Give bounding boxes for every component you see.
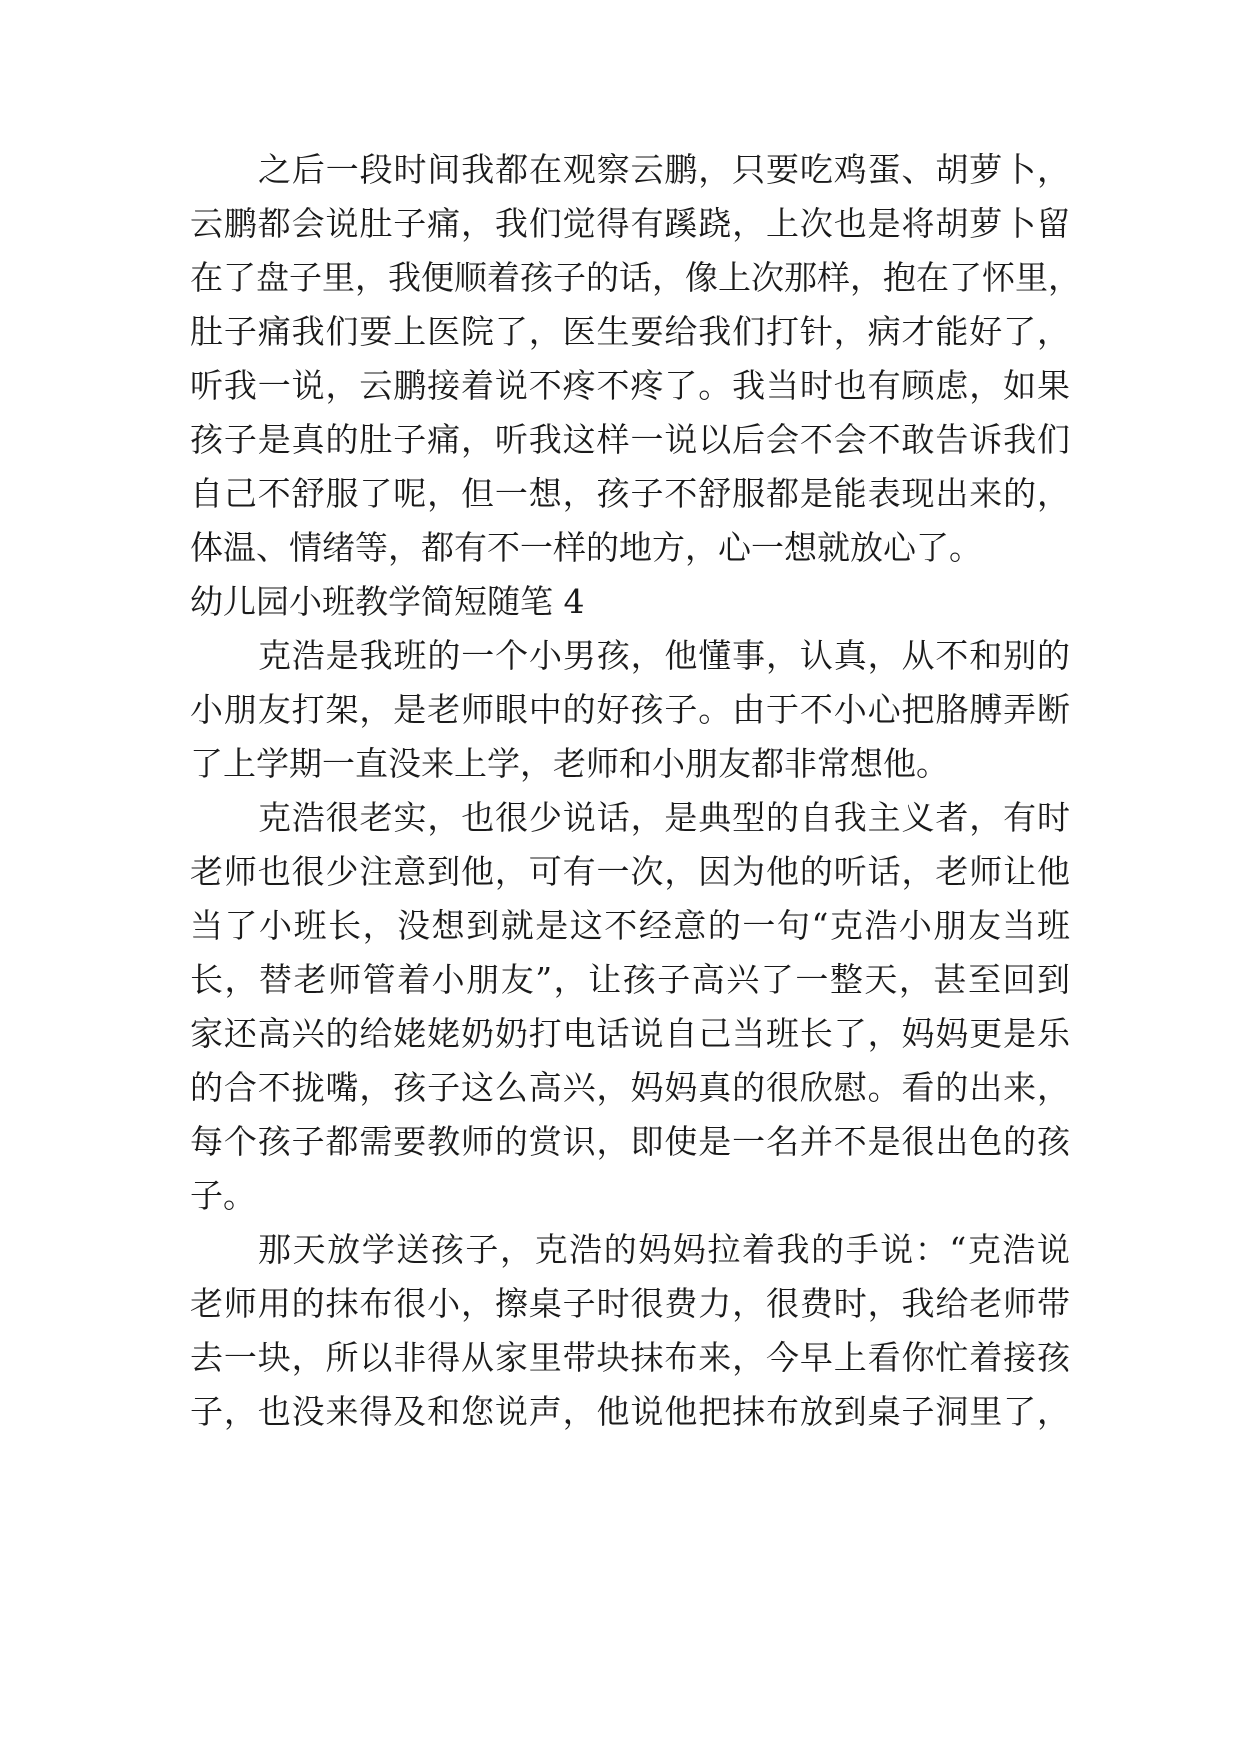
text-line: 老师用的抹布很小，擦桌子时很费力，很费时，我给老师带 [190,1284,1070,1323]
text-line: 体温、情绪等，都有不一样的地方，心一想就放心了。 [190,528,982,567]
text-line: 家还高兴的给姥姥奶奶打电话说自己当班长了，妈妈更是乐 [190,1014,1070,1053]
text-line: 当了小班长，没想到就是这不经意的一句“克浩小朋友当班 [190,906,1070,945]
text-line: 小朋友打架，是老师眼中的好孩子。由于不小心把胳膊弄断 [190,690,1070,729]
text-line: 孩子是真的肚子痛，听我这样一说以后会不会不敢告诉我们 [190,420,1070,459]
text-line: 云鹏都会说肚子痛，我们觉得有蹊跷，上次也是将胡萝卜留 [190,204,1070,243]
text-line: 那天放学送孩子，克浩的妈妈拉着我的手说：“克浩说 [258,1230,1070,1269]
text-line: 肚子痛我们要上医院了，医生要给我们打针，病才能好了， [190,312,1070,351]
text-line: 每个孩子都需要教师的赏识，即使是一名并不是很出色的孩 [190,1122,1070,1161]
text-line: 长，替老师管着小朋友”，让孩子高兴了一整天，甚至回到 [190,960,1070,999]
text-line: 在了盘子里，我便顺着孩子的话，像上次那样，抱在了怀里， [190,258,1081,297]
text-line: 老师也很少注意到他，可有一次，因为他的听话，老师让他 [190,852,1070,891]
section-heading: 幼儿园小班教学简短随笔 4 [190,582,585,621]
text-line: 子。 [190,1176,256,1215]
text-line: 克浩很老实，也很少说话，是典型的自我主义者，有时 [258,798,1070,837]
text-line: 之后一段时间我都在观察云鹏，只要吃鸡蛋、胡萝卜， [258,150,1070,189]
text-line: 了上学期一直没来上学，老师和小朋友都非常想他。 [190,744,949,783]
text-line: 子，也没来得及和您说声，他说他把抹布放到桌子洞里了， [190,1392,1070,1431]
text-line: 克浩是我班的一个小男孩，他懂事，认真，从不和别的 [258,636,1070,675]
text-line: 听我一说，云鹏接着说不疼不疼了。我当时也有顾虑，如果 [190,366,1070,405]
text-line: 的合不拢嘴，孩子这么高兴，妈妈真的很欣慰。看的出来， [190,1068,1070,1107]
text-line: 去一块，所以非得从家里带块抹布来，今早上看你忙着接孩 [190,1338,1070,1377]
text-line: 自己不舒服了呢，但一想，孩子不舒服都是能表现出来的， [190,474,1070,513]
